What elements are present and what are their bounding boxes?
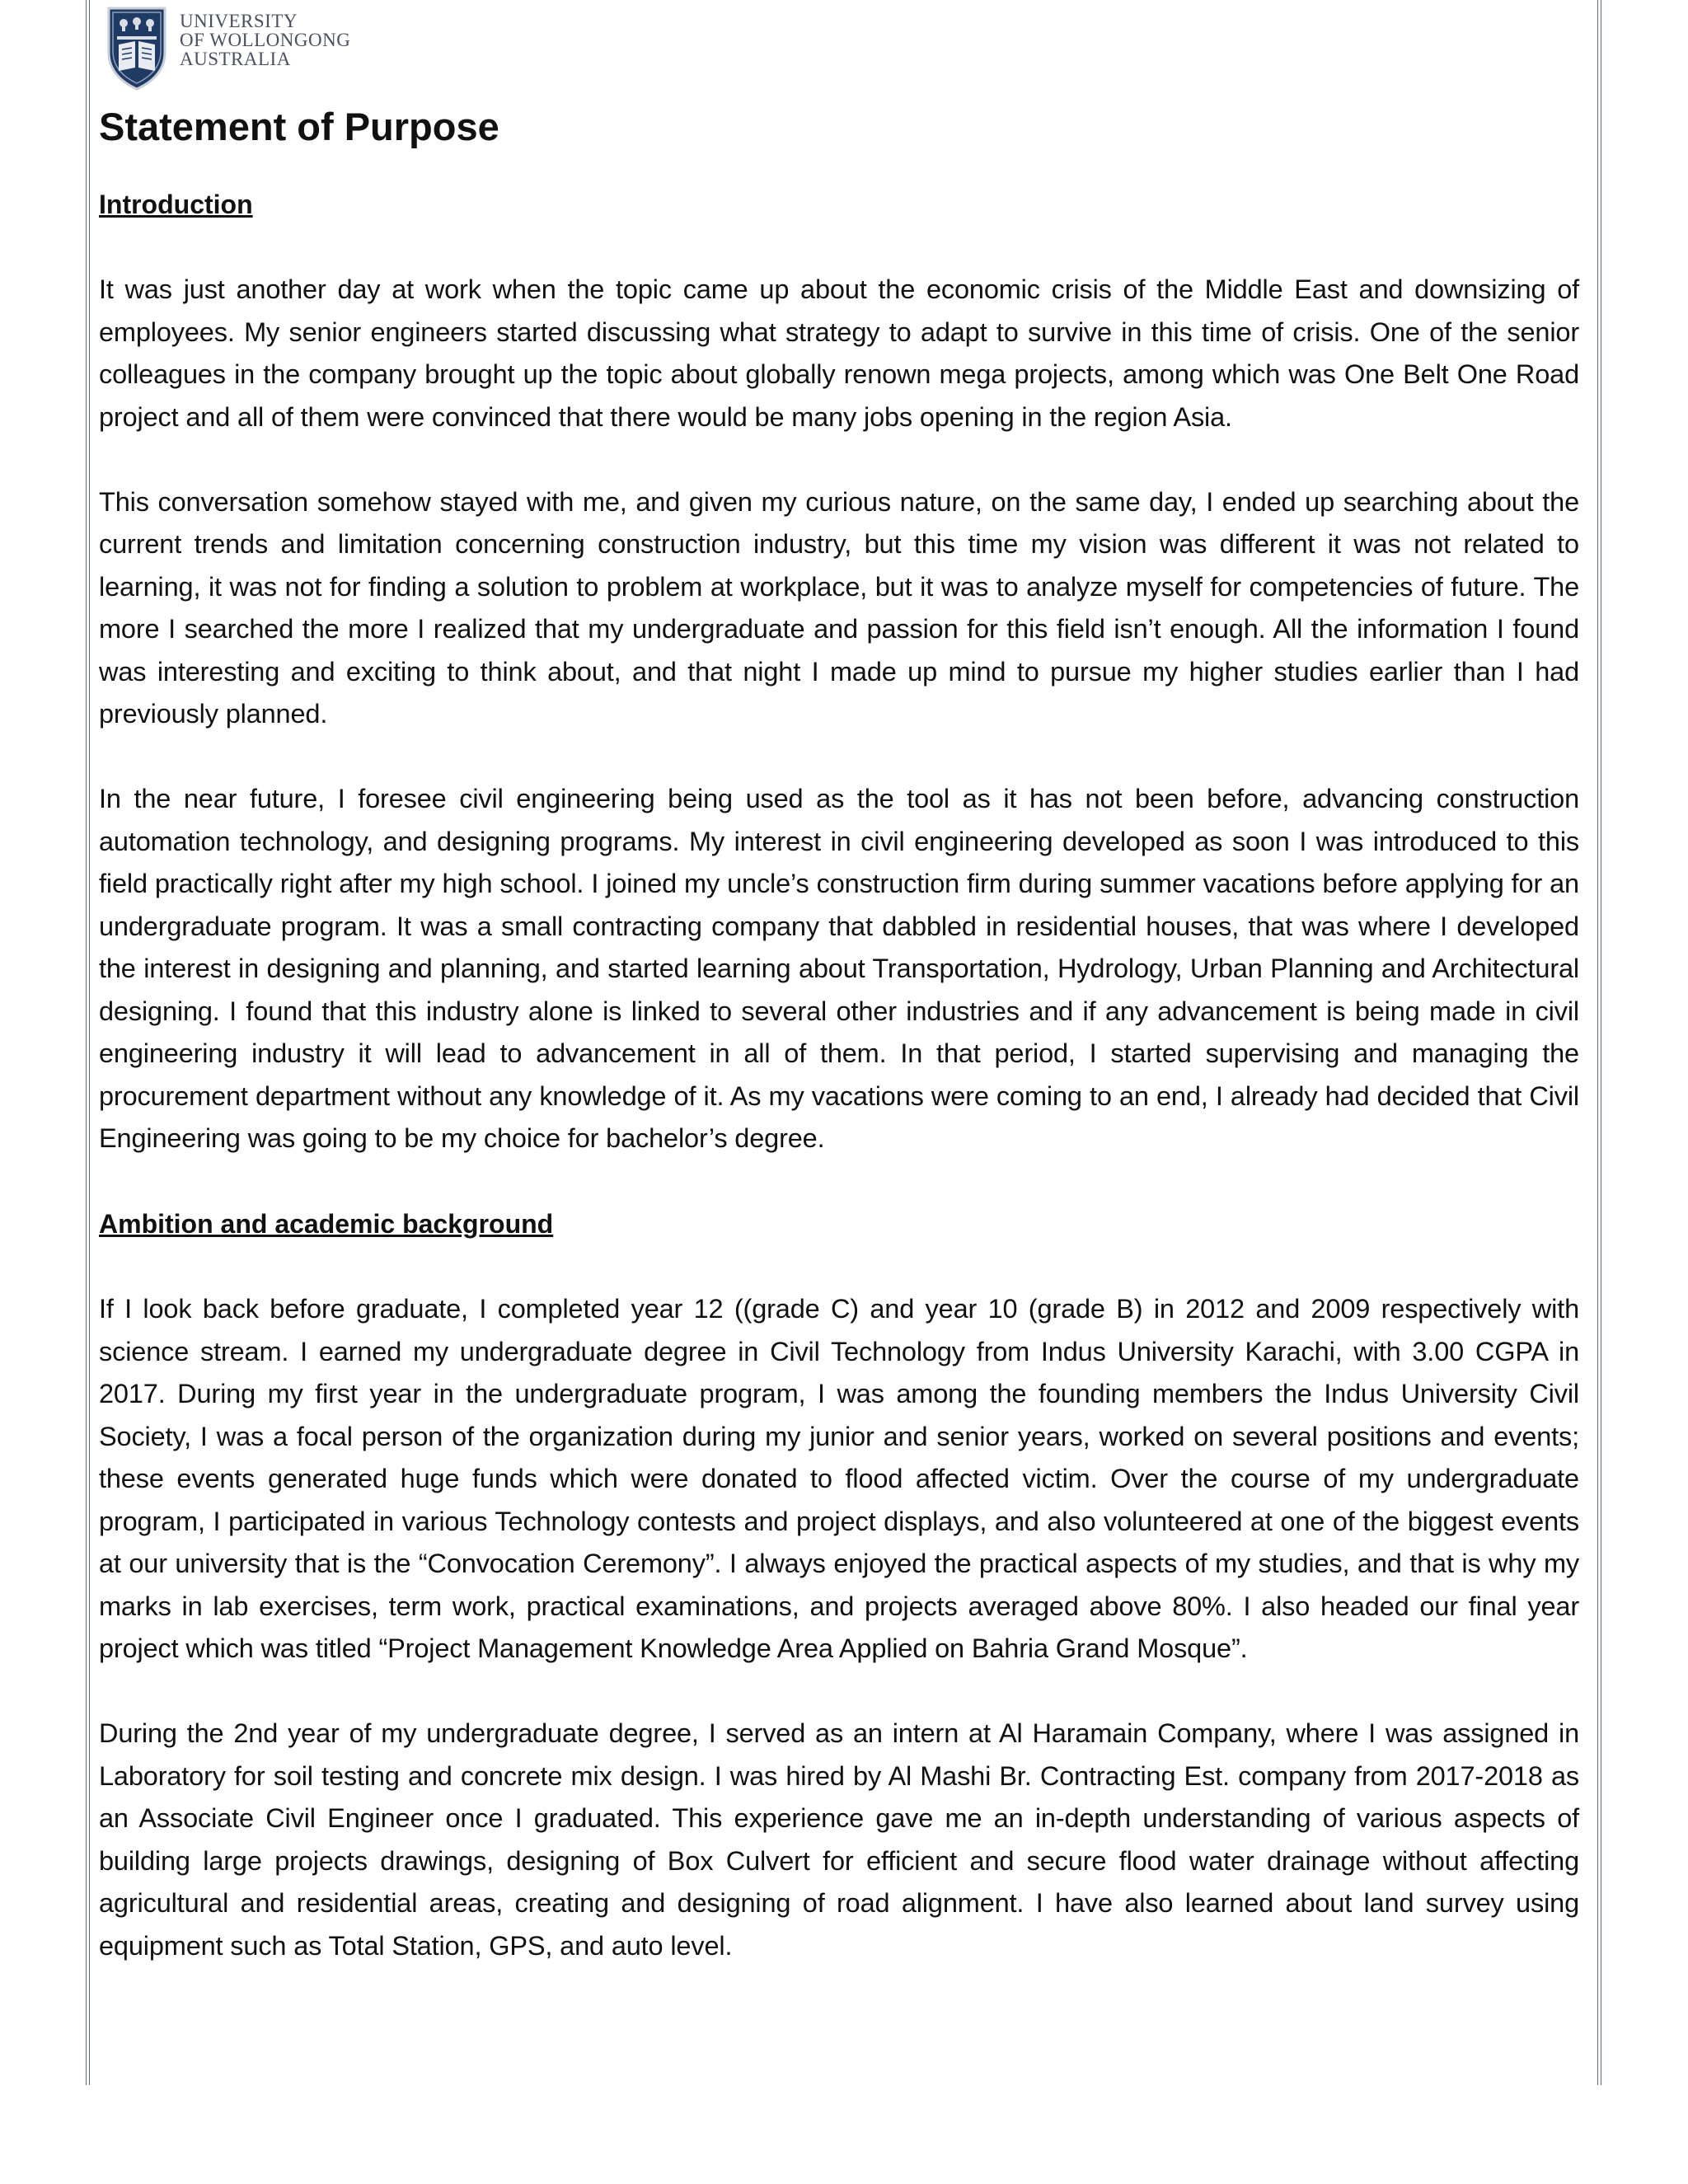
paragraph: This conversation somehow stayed with me, and given my curious nature, on the same day, I ended up searching about the current trends and limitation concerning construction industry, but this time my vision was different it was not related to learning, it was not for finding a solution to problem at workplace, but it was to analyze myself for competencies of future. The more I searched the more I realized that my undergraduate and passion for this field isn’t enough. All the information I found was interesting and exciting to think about, and that night I made up mind to pursue my higher studies earlier than I had previously planned. <box>99 486 1579 729</box>
university-crest-icon <box>104 5 170 91</box>
document-title: Statement of Purpose <box>99 105 499 148</box>
section-introduction <box>99 183 1579 1160</box>
logo-line-2: OF WOLLONGONG <box>180 30 351 50</box>
logo-wordmark <box>180 12 350 68</box>
logo-line-1: UNIVERSITY <box>180 11 298 31</box>
paragraph: It was just another day at work when the topic came up about the economic crisis of the Middle East and downsizing of employees. My senior engineers started discussing what strategy to adapt to survive in this time of crisis. One of the senior colleagues in the company brought up the topic about globally renown mega projects, among which was One Belt One Road project and all of them were convinced that there would be many jobs opening in the region Asia. <box>99 274 1579 432</box>
section-heading: Introduction <box>99 190 253 219</box>
university-logo <box>104 5 350 94</box>
logo-line-3: AUSTRALIA <box>180 49 291 69</box>
paragraph: If I look back before graduate, I completed year 12 ((grade C) and year 10 (grade B) in 2012 and 2009 respectively with science stream. I earned my undergraduate degree in Civil Technology from Indus University Karachi, with 3.00 CGPA in 2017. During my first year in the undergraduate program, I was among the founding members the Indus University Civil Society, I was a focal person of the organization during my junior and senior years, worked on several positions and events; these events generated huge funds which were donated to flood affected victim. Over the course of my undergraduate program, I participated in various Technology contests and project displays, and also volunteered at one of the biggest events at our university that is the “Convocation Ceremony”. I always enjoyed the practical aspects of my studies, and that is why my marks in lab exercises, term work, practical examinations, and projects averaged above 80%. I also headed our final year project which was titled “Project Management Knowledge Area Applied on Bahria Grand Mosque”. <box>99 1294 1579 1663</box>
page-border-right <box>1597 0 1601 2085</box>
page-border-left <box>86 0 90 2085</box>
paragraph: During the 2nd year of my undergraduate degree, I served as an intern at Al Haramain Company, where I was assigned in Laboratory for soil testing and concrete mix design. I was hired by Al Mashi Br. Contracting Est. company from 2017-2018 as an Associate Civil Engineer once I graduated. This experience gave me an in-depth understanding of various aspects of building large projects drawings, designing of Box Culvert for efficient and secure flood water drainage without affecting agricultural and residential areas, creating and designing of road alignment. I have also learned about land survey using equipment such as Total Station, GPS, and auto level. <box>99 1718 1579 1961</box>
section-ambition-academic-background <box>99 1202 1579 1967</box>
document-content <box>99 97 1579 2010</box>
section-heading: Ambition and academic background <box>99 1209 554 1239</box>
paragraph: In the near future, I foresee civil engineering being used as the tool as it has not been before, advancing construction automation technology, and designing programs. My interest in civil engineering developed as soon I was introduced to this field practically right after my high school. I joined my uncle’s construction firm during summer vacations before applying for an undergraduate program. It was a small contracting company that dabbled in residential houses, that was where I developed the interest in designing and planning, and started learning about Transportation, Hydrology, Urban Planning and Architectural designing. I found that this industry alone is linked to several other industries and if any advancement is being made in civil engineering industry it will lead to advancement in all of them. In that period, I started supervising and managing the procurement department without any knowledge of it. As my vacations were coming to an end, I already had decided that Civil Engineering was going to be my choice for bachelor’s degree. <box>99 784 1579 1153</box>
